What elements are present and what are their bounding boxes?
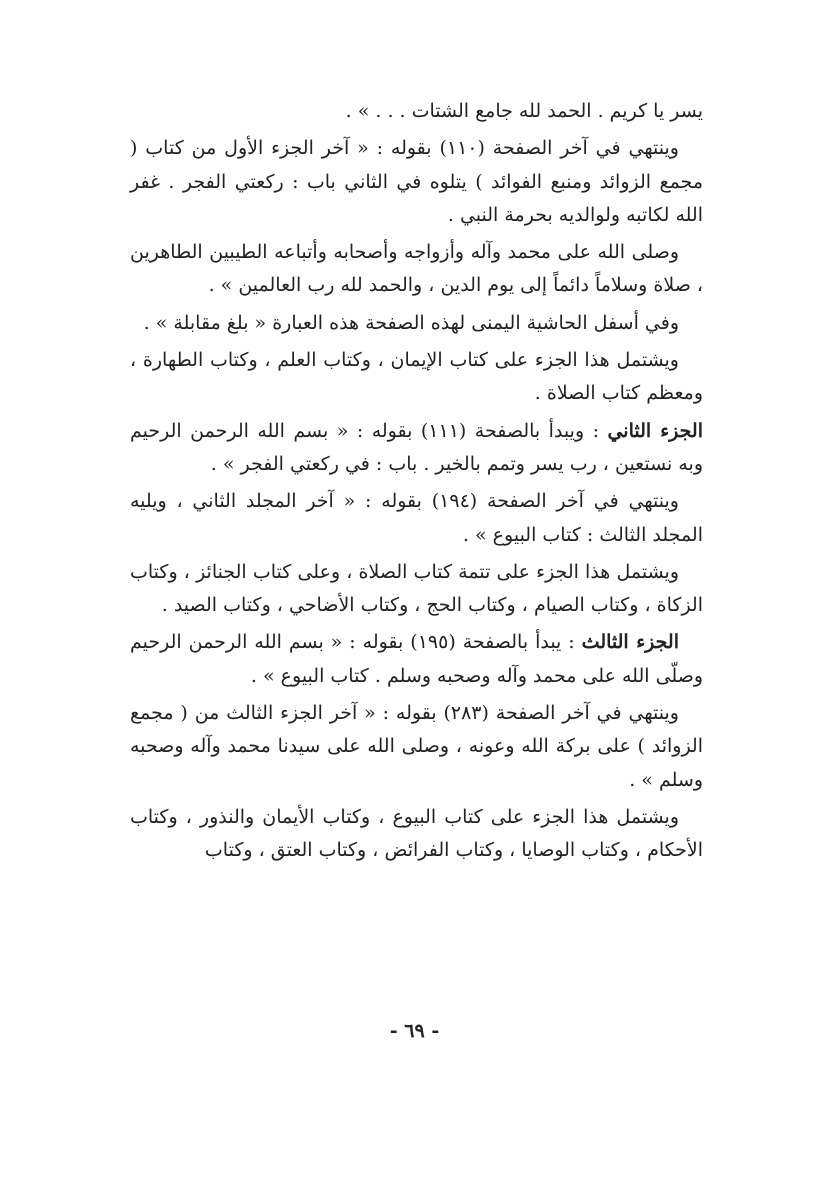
paragraph-4: وفي أسفل الحاشية اليمنى لهذه الصفحة هذه العبارة « بلغ مقابلة » . [143,311,679,334]
paragraph-2: وينتهي في آخر الصفحة (١١٠) بقوله : « آخر الجزء الأول من كتاب ( مجمع الزوائد ومنبع الفوائد ) يتلوه في الثاني باب : ركعتي الفجر . غفر الله لكاتبه ولوالديه بحرمة النبي . [130,137,703,226]
paragraph-1: يسر يا كريم . الحمد لله جامع الشتات . . . » . [345,100,703,122]
paragraph-11: ويشتمل هذا الجزء على كتاب البيوع ، وكتاب الأيمان والنذور ، وكتاب الأحكام ، وكتاب الوصايا ، وكتاب الفرائض ، وكتاب العتق ، وكتاب [130,805,703,862]
paragraph-5: ويشتمل هذا الجزء على كتاب الإيمان ، وكتاب العلم ، وكتاب الطهارة ، ومعظم كتاب الصلاة . [130,349,703,405]
paragraph-8: ويشتمل هذا الجزء على تتمة كتاب الصلاة ، وعلى كتاب الجنائز ، وكتاب الزكاة ، وكتاب الصيام ، وكتاب الحج ، وكتاب الأضاحي ، وكتاب الصيد . [130,560,703,617]
section-heading-part-two: الجزء الثاني [607,419,703,442]
page-number: - ٦٩ - [389,1020,440,1042]
paragraph-7: وينتهي في آخر الصفحة (١٩٤) بقوله : « آخر المجلد الثاني ، ويليه المجلد الثالث : كتاب البيوع » . [130,490,703,546]
paragraph-9: الجزء الثالث : يبدأ بالصفحة (١٩٥) بقوله : « بسم الله الرحمن الرحيم وصلّى الله على محمد وآله وصحبه وسلم . كتاب البيوع » . [130,631,703,687]
paragraph-3: وصلى الله على محمد وآله وأزواجه وأصحابه وأتباعه الطيبين الطاهرين ، صلاة وسلاماً دائماً إلى يوم الدين ، والحمد لله رب العالمين » . [130,241,703,297]
paragraph-6: الجزء الثاني : ويبدأ بالصفحة (١١١) بقوله : « بسم الله الرحمن الرحيم وبه نستعين ، رب يسر وتمم بالخير . باب : في ركعتي الفجر » . [130,419,703,475]
paragraph-10: وينتهي في آخر الصفحة (٢٨٣) بقوله : « آخر الجزء الثالث من ( مجمع الزوائد ) على بركة الله وعونه ، وصلى الله على سيدنا محمد وآله وصحبه وسلم » . [130,702,703,791]
body-text [130,95,703,872]
section-heading-part-three: الجزء الثالث [581,631,679,654]
